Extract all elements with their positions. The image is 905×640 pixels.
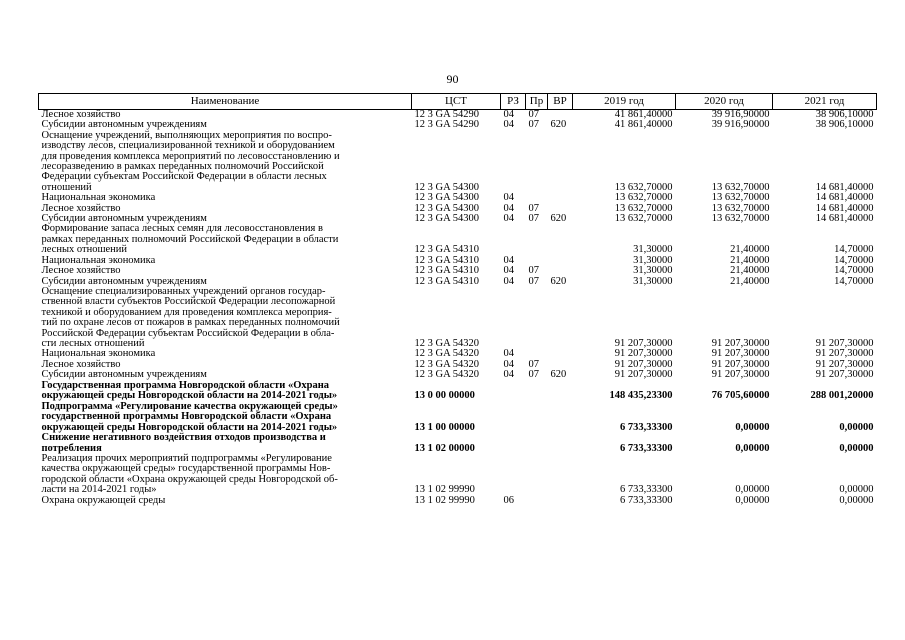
row-2021: 0,00000 <box>839 421 874 433</box>
page-number: 90 <box>446 72 459 86</box>
row-name-line: государственной программы Новгородской области «Охрана <box>41 411 332 423</box>
header-name: Наименование <box>39 94 412 110</box>
row-cst: 12 3 GA 54300 <box>414 181 479 193</box>
table-row <box>39 224 877 255</box>
row-name-line: Российской Федерации субъектам Российской Федерации в обла- <box>41 327 335 339</box>
row-2020: 91 207,30000 <box>711 369 770 381</box>
row-rz <box>501 454 526 496</box>
row-name <box>39 224 412 255</box>
row-name-line: Лесное хозяйство <box>41 265 121 277</box>
row-name-line: Реализация прочих мероприятий подпрограммы «Регулирование <box>41 453 332 465</box>
header-rz: РЗ <box>501 94 526 110</box>
row-2021: 14 681,40000 <box>815 202 874 214</box>
row-name <box>39 287 412 349</box>
row-rz: 04 <box>503 348 514 360</box>
table-row <box>39 131 877 193</box>
row-2021: 91 207,30000 <box>815 348 874 360</box>
row-2019: 13 632,70000 <box>614 213 673 225</box>
row-vr: 620 <box>550 275 567 287</box>
row-name-line: Субсидии автономным учреждениям <box>41 369 207 381</box>
row-name-line: Оснащение учреждений, выполняющих мероприятия по воспро- <box>41 129 332 141</box>
row-2020: 0,00000 <box>735 484 770 496</box>
row-cst: 12 3 GA 54310 <box>414 254 479 266</box>
row-2020: 76 705,60000 <box>711 390 770 402</box>
row-name-line: окружающей среды Новгородской области на 2014-2021 годы» <box>41 390 338 402</box>
row-name <box>39 496 412 506</box>
row-name-line: Формирование запаса лесных семян для лесовосстановления в <box>41 223 323 235</box>
row-cst: 12 3 GA 54290 <box>414 109 479 120</box>
row-name-line: Снижение негативного воздействия отходов производства и <box>41 432 326 444</box>
row-name-line: изводству лесов, специализированной техникой и оборудованием <box>41 140 335 152</box>
row-name-line: Лесное хозяйство <box>41 358 121 370</box>
header-pr: Пр <box>526 94 548 110</box>
row-2019: 91 207,30000 <box>614 369 673 381</box>
row-rz <box>501 287 526 349</box>
row-2020: 21,40000 <box>730 254 770 266</box>
row-2019: 31,30000 <box>633 265 673 277</box>
row-pr: 07 <box>528 369 539 381</box>
row-rz: 04 <box>503 119 514 131</box>
table-row <box>39 454 877 496</box>
row-name <box>39 131 412 193</box>
row-rz: 04 <box>503 192 514 204</box>
row-vr <box>548 433 573 454</box>
row-rz: 04 <box>503 109 514 120</box>
row-pr <box>526 381 548 402</box>
row-2019: 31,30000 <box>633 275 673 287</box>
row-rz <box>501 381 526 402</box>
row-2019: 6 733,33300 <box>620 421 673 433</box>
row-vr <box>548 131 573 193</box>
row-2019: 148 435,23300 <box>609 390 673 402</box>
row-pr: 07 <box>528 265 539 277</box>
row-2021: 14,70000 <box>834 265 874 277</box>
row-2020: 0,00000 <box>735 494 770 506</box>
row-rz: 04 <box>503 213 514 225</box>
header-2019: 2019 год <box>573 94 676 110</box>
row-vr <box>548 193 573 203</box>
row-pr <box>526 287 548 349</box>
row-pr <box>526 433 548 454</box>
row-rz: 04 <box>503 254 514 266</box>
row-name-line: городской области «Охрана окружающей среды Новгородской об- <box>41 473 338 485</box>
row-name-line: Национальная экономика <box>41 348 156 360</box>
row-2019: 91 207,30000 <box>614 337 673 349</box>
row-name-line: для проведения комплекса мероприятий по лесовосстановлению и <box>41 150 340 162</box>
row-cst: 12 3 GA 54300 <box>414 202 479 214</box>
header-vr: ВР <box>548 94 573 110</box>
row-2021: 38 906,10000 <box>815 119 874 131</box>
row-name-line: рамках переданных полномочий Российской Федерации в области <box>41 233 339 245</box>
row-cst: 12 3 GA 54310 <box>414 244 479 256</box>
row-pr: 07 <box>528 202 539 214</box>
row-cst: 12 3 GA 54300 <box>414 213 479 225</box>
row-2021: 14 681,40000 <box>815 192 874 204</box>
row-pr <box>526 131 548 193</box>
row-name-line: ласти на 2014-2021 годы» <box>41 484 157 496</box>
row-2021: 14,70000 <box>834 275 874 287</box>
header-row <box>39 94 877 110</box>
row-cst: 12 3 GA 54320 <box>414 348 479 360</box>
row-cst: 13 1 02 99990 <box>414 494 475 506</box>
row-cst: 13 1 00 00000 <box>414 421 475 433</box>
row-pr: 07 <box>528 109 539 120</box>
row-vr <box>548 454 573 496</box>
row-2020: 91 207,30000 <box>711 337 770 349</box>
header-cst: ЦСТ <box>412 94 501 110</box>
row-pr: 07 <box>528 213 539 225</box>
row-pr: 07 <box>528 119 539 131</box>
header-2021: 2021 год <box>773 94 877 110</box>
row-vr <box>548 266 573 276</box>
row-name <box>39 433 412 454</box>
row-pr <box>526 454 548 496</box>
row-name-line: сти лесных отношений <box>41 337 145 349</box>
row-2019: 13 632,70000 <box>614 181 673 193</box>
row-cst: 12 3 GA 54310 <box>414 265 479 277</box>
row-2020: 39 916,90000 <box>711 109 770 120</box>
row-2020: 13 632,70000 <box>711 192 770 204</box>
row-name-line: тий по охране лесов от пожаров в рамках переданных полномочий <box>41 317 340 329</box>
table-row <box>39 496 877 506</box>
row-vr <box>548 224 573 255</box>
row-rz: 04 <box>503 369 514 381</box>
row-name-line: Охрана окружающей среды <box>41 494 166 506</box>
row-2019: 31,30000 <box>633 244 673 256</box>
row-pr: 07 <box>528 275 539 287</box>
row-2021: 14 681,40000 <box>815 181 874 193</box>
row-2019: 91 207,30000 <box>614 358 673 370</box>
row-name-line: техникой и оборудованием для проведения комплекса мероприя- <box>41 306 332 318</box>
row-rz <box>501 402 526 434</box>
row-cst: 12 3 GA 54310 <box>414 275 479 287</box>
table-row <box>39 287 877 349</box>
row-vr: 620 <box>550 213 567 225</box>
row-2021: 91 207,30000 <box>815 337 874 349</box>
table-header <box>39 94 877 110</box>
row-2020: 91 207,30000 <box>711 348 770 360</box>
row-cst: 12 3 GA 54320 <box>414 358 479 370</box>
row-2021: 0,00000 <box>839 494 874 506</box>
row-rz: 06 <box>503 494 514 506</box>
row-rz: 04 <box>503 275 514 287</box>
row-name-line: Лесное хозяйство <box>41 109 121 120</box>
row-2021: 0,00000 <box>839 484 874 496</box>
row-name-line: Государственная программа Новгородской области «Охрана <box>41 379 330 391</box>
row-2021: 288 001,20000 <box>810 390 874 402</box>
row-rz <box>501 131 526 193</box>
row-2020: 0,00000 <box>735 442 770 454</box>
row-2020: 21,40000 <box>730 244 770 256</box>
row-cst: 12 3 GA 54320 <box>414 369 479 381</box>
row-name-line: лесоразведению в рамках переданных полномочий Российской <box>41 161 324 173</box>
row-2021: 0,00000 <box>839 442 874 454</box>
row-2020: 13 632,70000 <box>711 213 770 225</box>
row-cst: 12 3 GA 54320 <box>414 337 479 349</box>
row-2019: 13 632,70000 <box>614 202 673 214</box>
table-row <box>39 433 877 454</box>
row-rz <box>501 433 526 454</box>
row-vr <box>548 402 573 434</box>
row-cst: 13 1 02 00000 <box>414 442 475 454</box>
row-2021: 14,70000 <box>834 244 874 256</box>
row-2020: 39 916,90000 <box>711 119 770 131</box>
row-vr <box>548 496 573 506</box>
row-vr <box>548 349 573 359</box>
row-name <box>39 381 412 402</box>
row-cst: 13 1 02 99990 <box>414 484 475 496</box>
row-pr: 07 <box>528 358 539 370</box>
row-rz: 04 <box>503 265 514 277</box>
row-2019: 31,30000 <box>633 254 673 266</box>
row-2021: 38 906,10000 <box>815 109 874 120</box>
row-2020: 13 632,70000 <box>711 181 770 193</box>
row-name-line: ственной власти субъектов Российской Федерации лесопожарной <box>41 296 336 308</box>
table-row <box>39 402 877 434</box>
row-name-line: Подпрограмма «Регулирование качества окружающей среды» <box>41 400 338 412</box>
budget-table <box>38 93 877 506</box>
row-2021: 14 681,40000 <box>815 213 874 225</box>
row-vr <box>548 381 573 402</box>
row-vr <box>548 287 573 349</box>
row-rz: 04 <box>503 358 514 370</box>
row-2019: 6 733,33300 <box>620 494 673 506</box>
row-name-line: Федерации субъектам Российской Федерации в области лесных <box>41 171 327 183</box>
row-2021: 91 207,30000 <box>815 358 874 370</box>
row-2019: 41 861,40000 <box>614 119 673 131</box>
row-2020: 0,00000 <box>735 421 770 433</box>
row-2020: 21,40000 <box>730 275 770 287</box>
row-2021: 14,70000 <box>834 254 874 266</box>
row-vr <box>548 256 573 266</box>
row-name-line: лесных отношений <box>41 244 128 256</box>
row-name-line: Оснащение специализированных учреждений органов государ- <box>41 285 326 297</box>
row-name-line: потребления <box>41 442 102 454</box>
row-2020: 91 207,30000 <box>711 358 770 370</box>
row-pr <box>526 402 548 434</box>
row-name-line: Субсидии автономным учреждениям <box>41 213 207 225</box>
row-name <box>39 402 412 434</box>
row-2021: 91 207,30000 <box>815 369 874 381</box>
table-body <box>39 110 877 507</box>
row-2020: 21,40000 <box>730 265 770 277</box>
row-2019: 13 632,70000 <box>614 192 673 204</box>
row-rz: 04 <box>503 202 514 214</box>
row-2020: 13 632,70000 <box>711 202 770 214</box>
row-2019: 41 861,40000 <box>614 109 673 120</box>
row-vr: 620 <box>550 119 567 131</box>
row-name-line: Лесное хозяйство <box>41 202 121 214</box>
row-name-line: Субсидии автономным учреждениям <box>41 275 207 287</box>
row-name-line: окружающей среды Новгородской области на 2014-2021 годы» <box>41 421 338 433</box>
row-pr <box>526 224 548 255</box>
header-2020: 2020 год <box>676 94 773 110</box>
row-vr: 620 <box>550 369 567 381</box>
row-pr <box>526 496 548 506</box>
row-name-line: Субсидии автономным учреждениям <box>41 119 207 131</box>
row-name <box>39 454 412 496</box>
row-2019: 91 207,30000 <box>614 348 673 360</box>
row-cst: 12 3 GA 54300 <box>414 192 479 204</box>
row-name-line: качества окружающей среды» государственной программы Нов- <box>41 463 331 475</box>
row-2019: 6 733,33300 <box>620 484 673 496</box>
row-name-line: отношений <box>41 181 92 193</box>
row-name-line: Национальная экономика <box>41 192 156 204</box>
row-name-line: Национальная экономика <box>41 254 156 266</box>
table-row <box>39 381 877 402</box>
row-cst: 12 3 GA 54290 <box>414 119 479 131</box>
row-rz <box>501 224 526 255</box>
row-2019: 6 733,33300 <box>620 442 673 454</box>
row-cst: 13 0 00 00000 <box>414 390 475 402</box>
